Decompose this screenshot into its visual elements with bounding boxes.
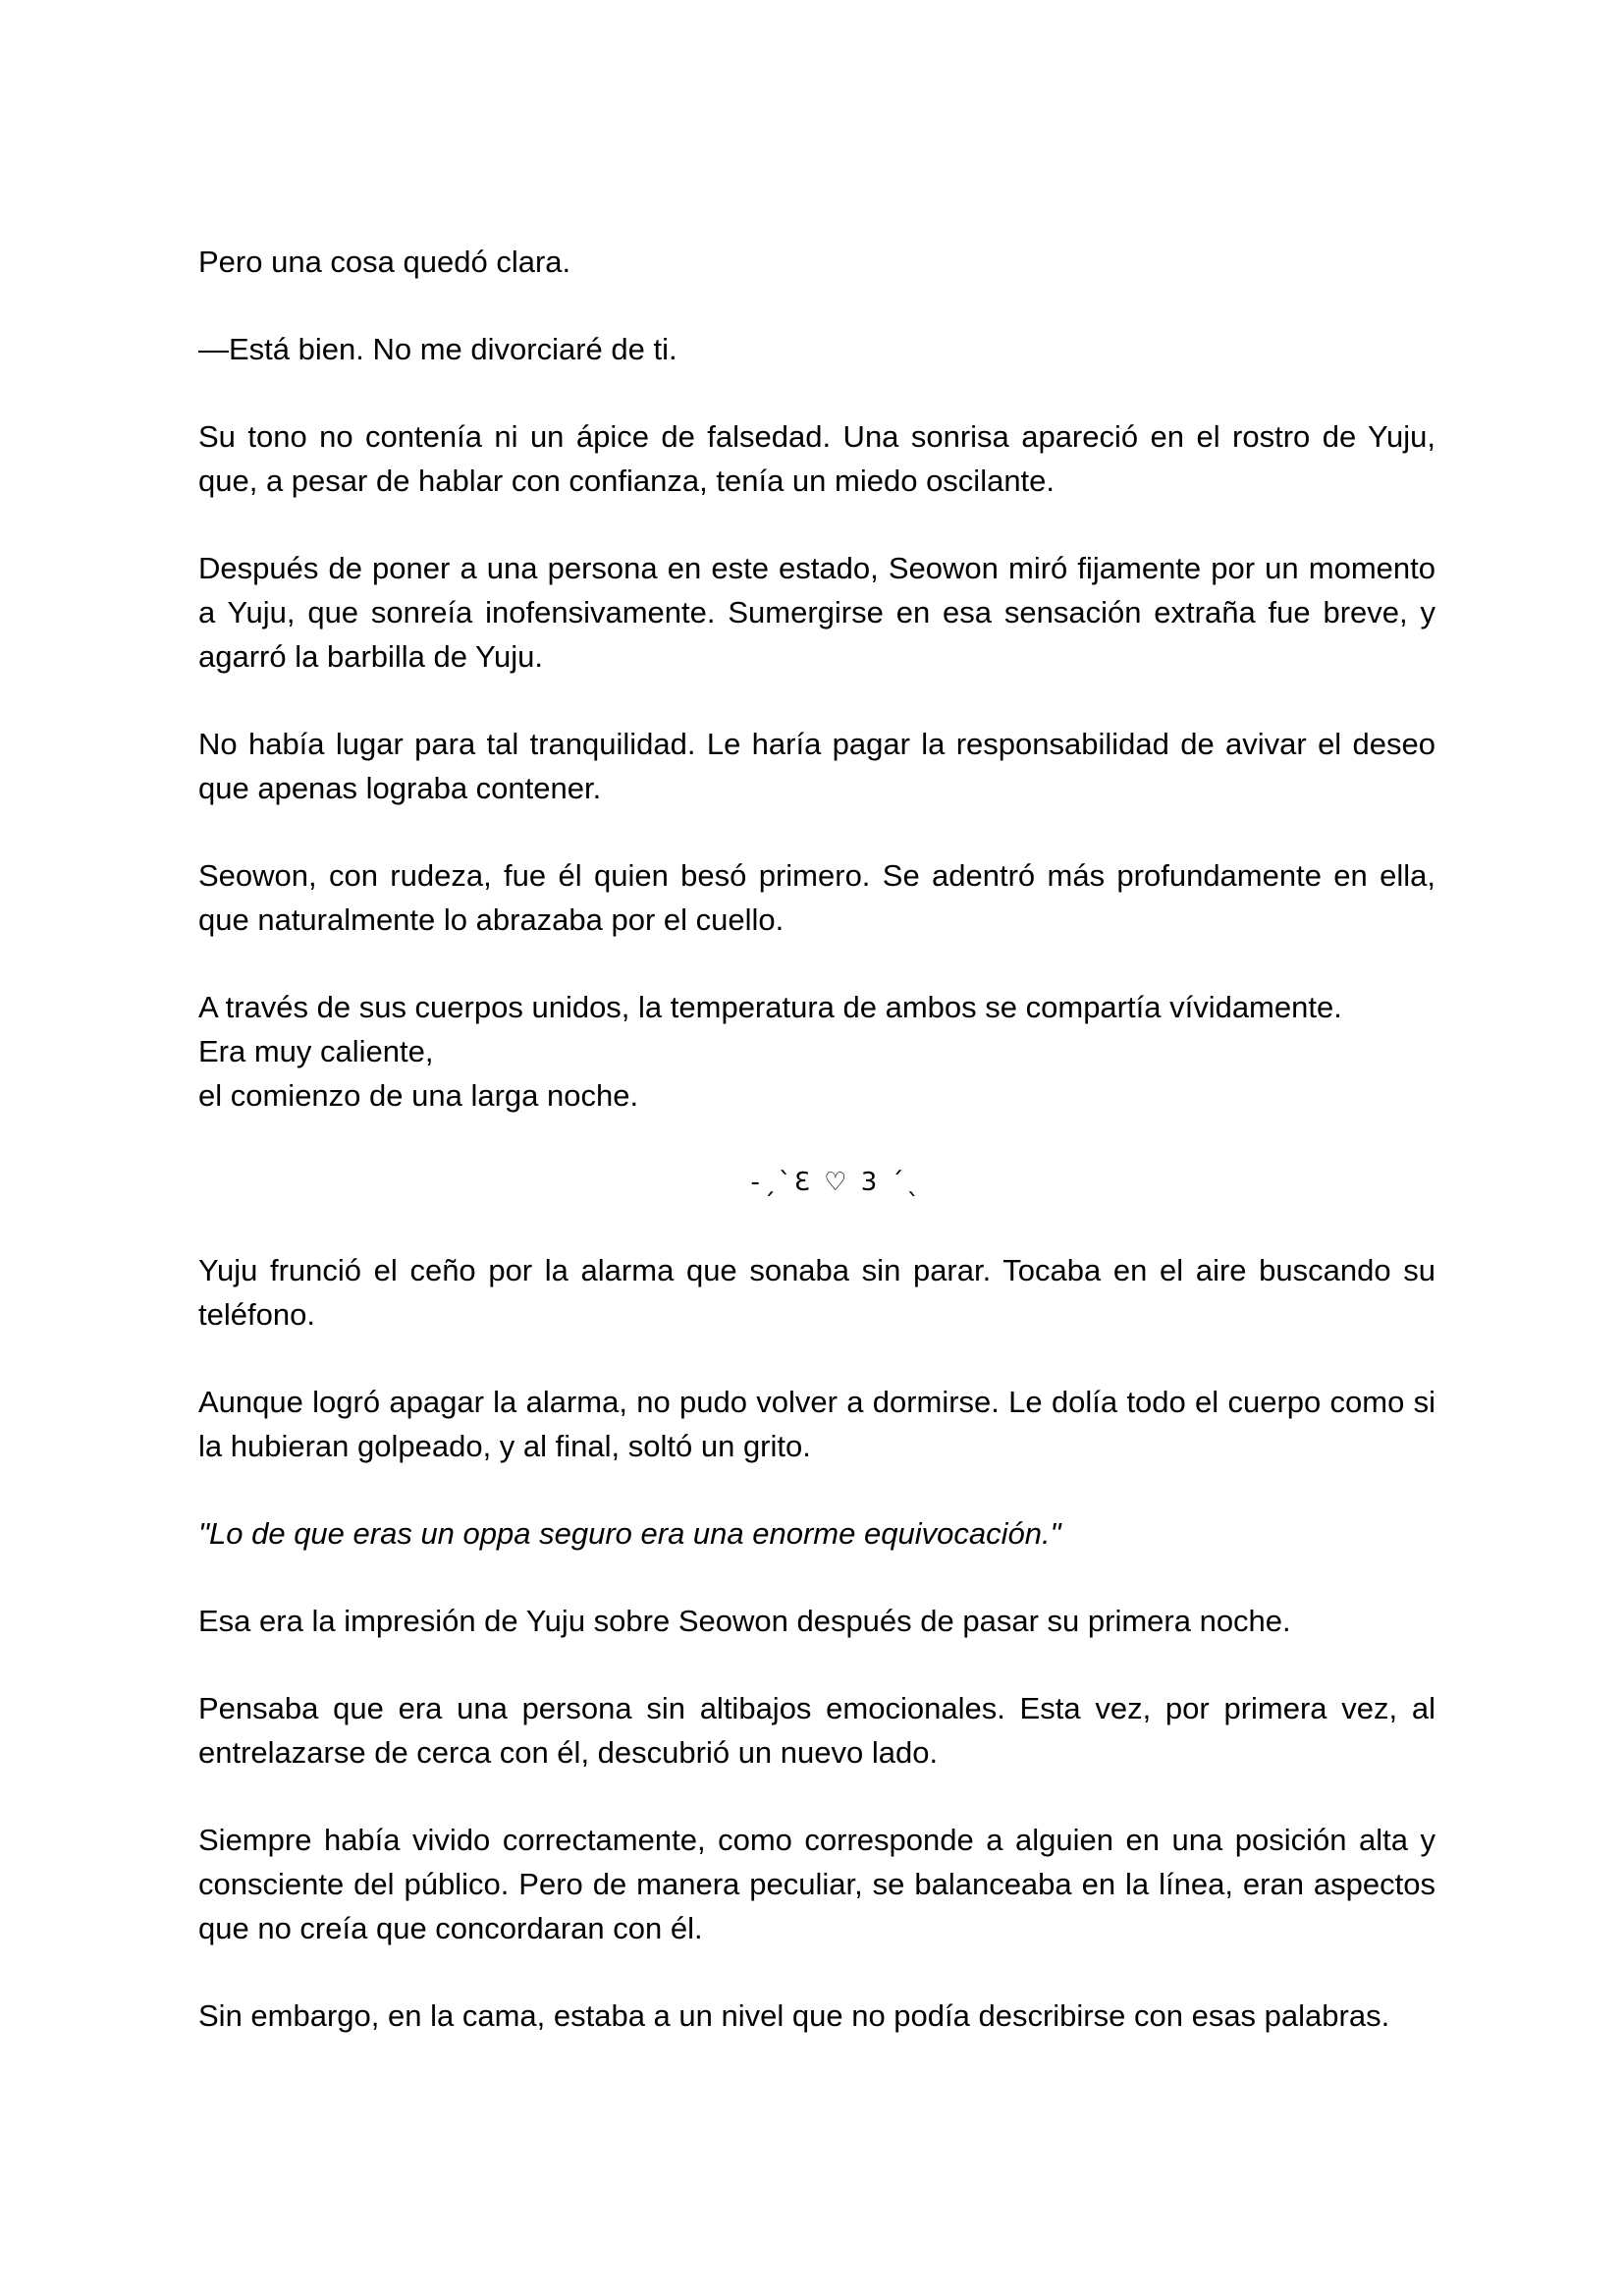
paragraph: Siempre había vivido correctamente, como corresponde a alguien en una posición alta y consciente del público. Pero de manera peculiar, se balanceaba en la línea, eran aspectos que no creía que concordaran con él. [198, 1823, 1435, 1945]
paragraph: Esa era la impresión de Yuju sobre Seowon después de pasar su primera noche. [198, 1604, 1291, 1638]
paragraph: Sin embargo, en la cama, estaba a un nivel que no podía describirse con esas palabras. [198, 1998, 1390, 2033]
paragraph: Yuju frunció el ceño por la alarma que sonaba sin parar. Tocaba en el aire buscando su teléfono. [198, 1253, 1435, 1332]
paragraph: No había lugar para tal tranquilidad. Le haría pagar la responsabilidad de avivar el deseo que apenas lograba contener. [198, 727, 1435, 805]
section-divider: -ˏˋƐ ♡ 3 ˊˎ [750, 1168, 923, 1197]
paragraph: Seowon, con rudeza, fue él quien besó primero. Se adentró más profundamente en ella, que naturalmente lo abrazaba por el cuello. [198, 858, 1435, 937]
paragraph [198, 985, 1435, 1118]
paragraph-line: el comienzo de una larga noche. [198, 1078, 639, 1113]
paragraph: Pensaba que era una persona sin altibajos emocionales. Esta vez, por primera vez, al entrelazarse de cerca con él, descubrió un nuevo lado. [198, 1691, 1435, 1770]
paragraph-line: Era muy caliente, [198, 1034, 434, 1068]
paragraph: Pero una cosa quedó clara. [198, 245, 571, 279]
paragraph-line: A través de sus cuerpos unidos, la temperatura de ambos se compartía vívidamente. [198, 990, 1342, 1024]
italic-quote: "Lo de que eras un oppa seguro era una enorme equivocación." [198, 1516, 1061, 1551]
paragraph: Su tono no contenía ni un ápice de falsedad. Una sonrisa apareció en el rostro de Yuju, que, a pesar de hablar con confianza, tenía un miedo oscilante. [198, 419, 1435, 498]
paragraph: Después de poner a una persona en este estado, Seowon miró fijamente por un momento a Yuju, que sonreía inofensivamente. Sumergirse en esa sensación extraña fue breve, y agarró la barbilla de Yuju. [198, 551, 1435, 674]
dialogue-line: —Está bien. No me divorciaré de ti. [198, 332, 677, 366]
document-page [198, 240, 1435, 2081]
paragraph: Aunque logró apagar la alarma, no pudo volver a dormirse. Le dolía todo el cuerpo como si la hubieran golpeado, y al final, soltó un grito. [198, 1385, 1435, 1463]
